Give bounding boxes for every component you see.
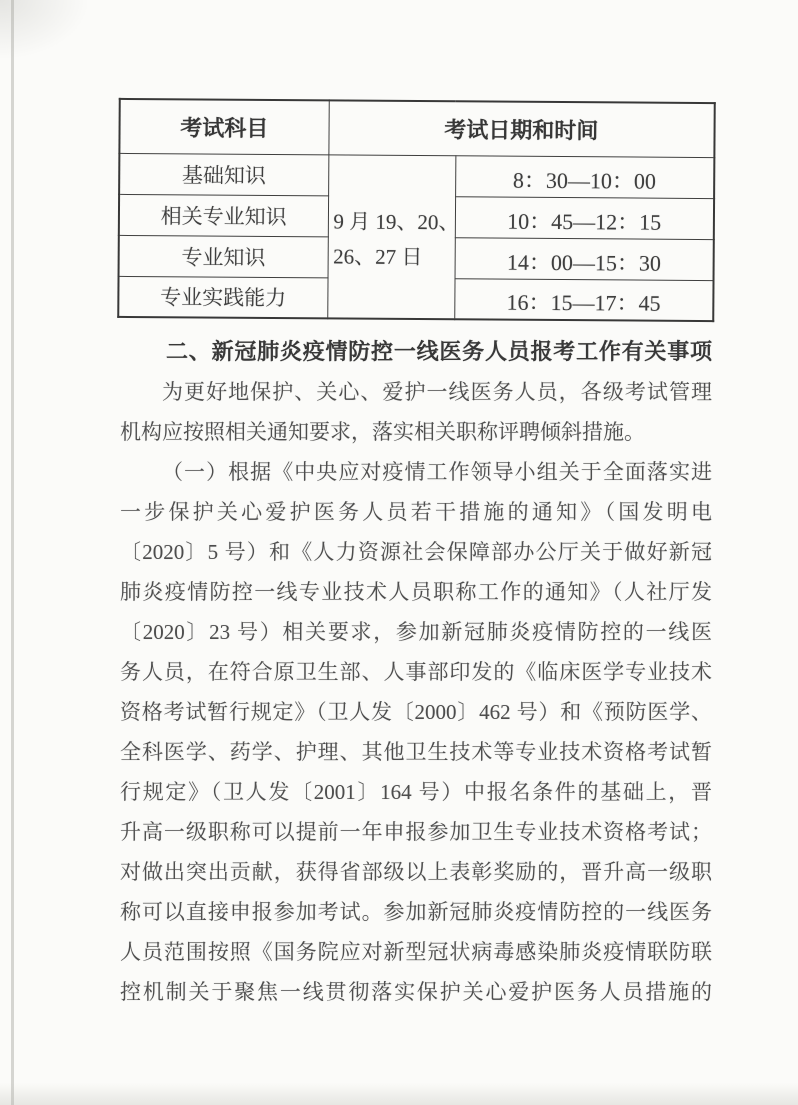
body-line: 全科医学、药学、护理、其他卫生技术等专业技术资格考试暂	[120, 740, 712, 764]
header-exam-subject: 考试科目	[119, 99, 328, 154]
date-line-1: 9 月 19、20、	[333, 209, 460, 235]
body-line: （一）根据《中央应对疫情工作领导小组关于全面落实进	[162, 460, 712, 484]
time-cell: 14：00—15：30	[455, 237, 714, 280]
body-line: 人员范围按照《国务院应对新型冠状病毒感染肺炎疫情联防联	[120, 940, 712, 964]
body-line: 肺炎疫情防控一线专业技术人员职称工作的通知》（人社厅发	[120, 580, 712, 604]
header-exam-datetime: 考试日期和时间	[328, 100, 714, 157]
time-cell: 16：15—17：45	[454, 278, 713, 321]
time-cell: 10：45—12：15	[455, 196, 714, 239]
scan-left-edge-line	[11, 0, 14, 1105]
body-line: 称可以直接申报参加考试。参加新冠肺炎疫情防控的一线医务	[120, 900, 712, 924]
subject-cell: 相关专业知识	[119, 194, 328, 236]
body-line: 行规定》（卫人发〔2001〕164 号）中报名条件的基础上，晋	[120, 780, 712, 804]
body-line: 升高一级职称可以提前一年申报参加卫生专业技术资格考试；	[120, 820, 712, 844]
scan-left-edge-shadow	[0, 0, 17, 1105]
table-row	[119, 153, 714, 198]
body-line: 对做出突出贡献，获得省部级以上表彰奖励的，晋升高一级职	[120, 860, 712, 884]
date-cell	[327, 154, 460, 319]
body-line: 〔2020〕5 号）和《人力资源社会保障部办公厅关于做好新冠	[120, 540, 712, 564]
body-line: 〔2020〕23 号）相关要求，参加新冠肺炎疫情防控的一线医	[120, 620, 712, 644]
subject-cell: 基础知识	[119, 153, 328, 195]
exam-schedule-table	[117, 98, 716, 322]
body-line: 一步保护关心爱护医务人员若干措施的通知》（国发明电	[120, 500, 712, 524]
subject-cell: 专业实践能力	[118, 276, 327, 318]
table-header-row	[119, 99, 714, 157]
section-heading: 二、新冠肺炎疫情防控一线医务人员报考工作有关事项	[166, 339, 712, 364]
time-cell: 8：30—10：00	[455, 155, 714, 198]
document-body	[120, 332, 712, 1012]
body-line: 控机制关于聚焦一线贯彻落实保护关心爱护医务人员措施的	[120, 980, 712, 1004]
body-line: 务人员，在符合原卫生部、人事部印发的《临床医学专业技术	[120, 660, 712, 684]
scan-bottom-shadow	[0, 1083, 798, 1105]
body-line: 机构应按照相关通知要求，落实相关职称评聘倾斜措施。	[120, 420, 645, 444]
scan-corner-smudge	[0, 0, 90, 60]
body-line: 为更好地保护、关心、爱护一线医务人员，各级考试管理	[162, 380, 712, 404]
date-line-2: 26、27 日	[333, 244, 423, 270]
body-line: 资格考试暂行规定》（卫人发〔2000〕462 号）和《预防医学、	[120, 700, 712, 724]
subject-cell: 专业知识	[119, 235, 328, 277]
